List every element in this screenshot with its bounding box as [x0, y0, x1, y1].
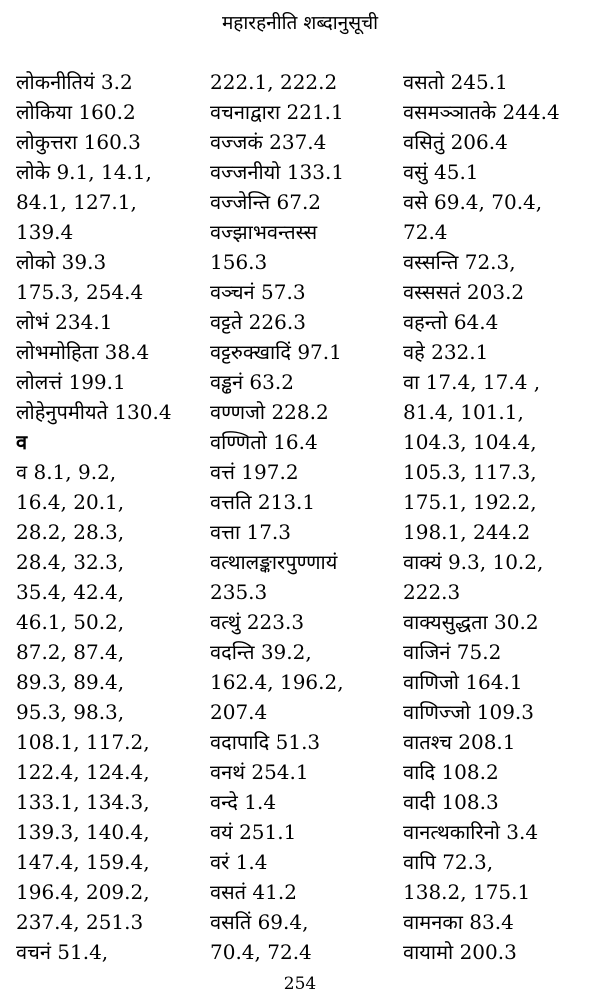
index-entry: वज्जकं 237.4 [210, 130, 327, 154]
index-entry: वसतिं 69.4, [210, 910, 309, 934]
index-column-3 [403, 67, 597, 967]
index-entry: 207.4 [210, 700, 268, 724]
index-entry: वत्तति 213.1 [210, 490, 316, 514]
index-entry: वाक्यसुद्धता 30.2 [403, 610, 539, 634]
index-entry: 235.3 [210, 580, 268, 604]
index-entry: 175.3, 254.4 [16, 280, 144, 304]
index-entry: वत्थुं 223.3 [210, 610, 305, 634]
index-entry: वहे 232.1 [403, 340, 489, 364]
index-entry: वज्जेन्ति 67.2 [210, 190, 322, 214]
index-entry: लोलत्तं 199.1 [16, 370, 126, 394]
index-entry: 28.4, 32.3, [16, 550, 125, 574]
index-entry: वसतं 41.2 [210, 880, 297, 904]
index-entry: 105.3, 117.3, [403, 460, 537, 484]
index-entry: 156.3 [210, 250, 268, 274]
index-entry: वज्जनीयो 133.1 [210, 160, 345, 184]
index-entry: वट्टते 226.3 [210, 310, 306, 334]
index-entry: 81.4, 101.1, [403, 400, 524, 424]
index-entry: वाक्यं 9.3, 10.2, [403, 550, 544, 574]
index-entry: वसितुं 206.4 [403, 130, 508, 154]
index-entry: 162.4, 196.2, [210, 670, 344, 694]
index-entry: 138.2, 175.1 [403, 880, 531, 904]
index-entry: लोके 9.1, 14.1, [16, 160, 152, 184]
index-entry: वस्ससतं 203.2 [403, 280, 525, 304]
index-entry: लोकिया 160.2 [16, 100, 136, 124]
index-entry: वाजिनं 75.2 [403, 640, 502, 664]
index-entry: लोकनीतियं 3.2 [16, 70, 133, 94]
index-entry: वचनं 51.4, [16, 940, 109, 964]
index-entry: 222.3 [403, 580, 461, 604]
index-entry: 28.2, 28.3, [16, 520, 125, 544]
index-entry: लोकुत्तरा 160.3 [16, 130, 141, 154]
index-entry: 139.3, 140.4, [16, 820, 150, 844]
index-entry: 72.4 [403, 220, 448, 244]
index-entry: वसुं 45.1 [403, 160, 479, 184]
index-entry: वनथं 254.1 [210, 760, 309, 784]
page-number: 254 [283, 974, 317, 994]
page-header: महारहनीति शब्दानुसूची [221, 12, 379, 34]
index-entry: 222.1, 222.2 [210, 70, 338, 94]
index-entry: वादि 108.2 [403, 760, 499, 784]
index-entry: 16.4, 20.1, [16, 490, 125, 514]
index-entry: वानत्थकारिनो 3.4 [403, 820, 539, 844]
index-entry: वत्थालङ्कारपुण्णायं [210, 550, 338, 574]
index-entry: 108.1, 117.2, [16, 730, 150, 754]
index-entry: वज्झाभवन्तस्स [210, 220, 318, 244]
index-entry: लोभमोहिता 38.4 [16, 340, 150, 364]
index-entry: 89.3, 89.4, [16, 670, 125, 694]
index-entry: वाणिज्जो 109.3 [403, 700, 535, 724]
index-column-1 [16, 67, 208, 967]
index-entry: वत्ता 17.3 [210, 520, 292, 544]
index-entry: 87.2, 87.4, [16, 640, 125, 664]
index-entry: वसे 69.4, 70.4, [403, 190, 543, 214]
index-entry: 139.4 [16, 220, 74, 244]
section-heading: व [16, 430, 28, 454]
index-entry: वन्दे 1.4 [210, 790, 277, 814]
index-entry: 147.4, 159.4, [16, 850, 150, 874]
index-entry: वड्ढनं 63.2 [210, 370, 294, 394]
index-entry: वरं 1.4 [210, 850, 268, 874]
index-entry: 35.4, 42.4, [16, 580, 125, 604]
index-entry: वण्णजो 228.2 [210, 400, 329, 424]
index-entry: वयं 251.1 [210, 820, 297, 844]
index-entry: 84.1, 127.1, [16, 190, 137, 214]
index-entry: वत्तं 197.2 [210, 460, 299, 484]
index-entry: 133.1, 134.3, [16, 790, 150, 814]
index-column-2 [210, 67, 402, 967]
index-entry: लोहेनुपमीयते 130.4 [16, 400, 172, 424]
index-entry: वञ्चनं 57.3 [210, 280, 306, 304]
index-entry: 122.4, 124.4, [16, 760, 150, 784]
index-entry: वाणिजो 164.1 [403, 670, 523, 694]
index-entry: वसमञ्ञातके 244.4 [403, 100, 560, 124]
index-entry: वदन्ति 39.2, [210, 640, 312, 664]
index-entry: वा 17.4, 17.4 , [403, 370, 541, 394]
index-entry: 70.4, 72.4 [210, 940, 312, 964]
index-entry: 104.3, 104.4, [403, 430, 537, 454]
index-entry: वण्णितो 16.4 [210, 430, 318, 454]
index-entry: लोभं 234.1 [16, 310, 113, 334]
index-entry: वातश्च 208.1 [403, 730, 516, 754]
index-entry: 46.1, 50.2, [16, 610, 125, 634]
index-entry: वहन्तो 64.4 [403, 310, 499, 334]
index-entry: 196.4, 209.2, [16, 880, 150, 904]
index-entry: वसतो 245.1 [403, 70, 508, 94]
index-entry: वस्सन्ति 72.3, [403, 250, 516, 274]
index-entry: वदापादि 51.3 [210, 730, 321, 754]
index-entry: व 8.1, 9.2, [16, 460, 117, 484]
index-entry: 198.1, 244.2 [403, 520, 531, 544]
index-entry: वट्टरुक्खादिं 97.1 [210, 340, 342, 364]
index-entry: वायामो 200.3 [403, 940, 517, 964]
index-entry: वादी 108.3 [403, 790, 499, 814]
index-entry: वापि 72.3, [403, 850, 494, 874]
index-entry: लोको 39.3 [16, 250, 107, 274]
index-entry: वामनका 83.4 [403, 910, 514, 934]
index-entry: 95.3, 98.3, [16, 700, 125, 724]
index-entry: वचनाद्वारा 221.1 [210, 100, 344, 124]
index-entry: 175.1, 192.2, [403, 490, 537, 514]
index-entry: 237.4, 251.3 [16, 910, 144, 934]
